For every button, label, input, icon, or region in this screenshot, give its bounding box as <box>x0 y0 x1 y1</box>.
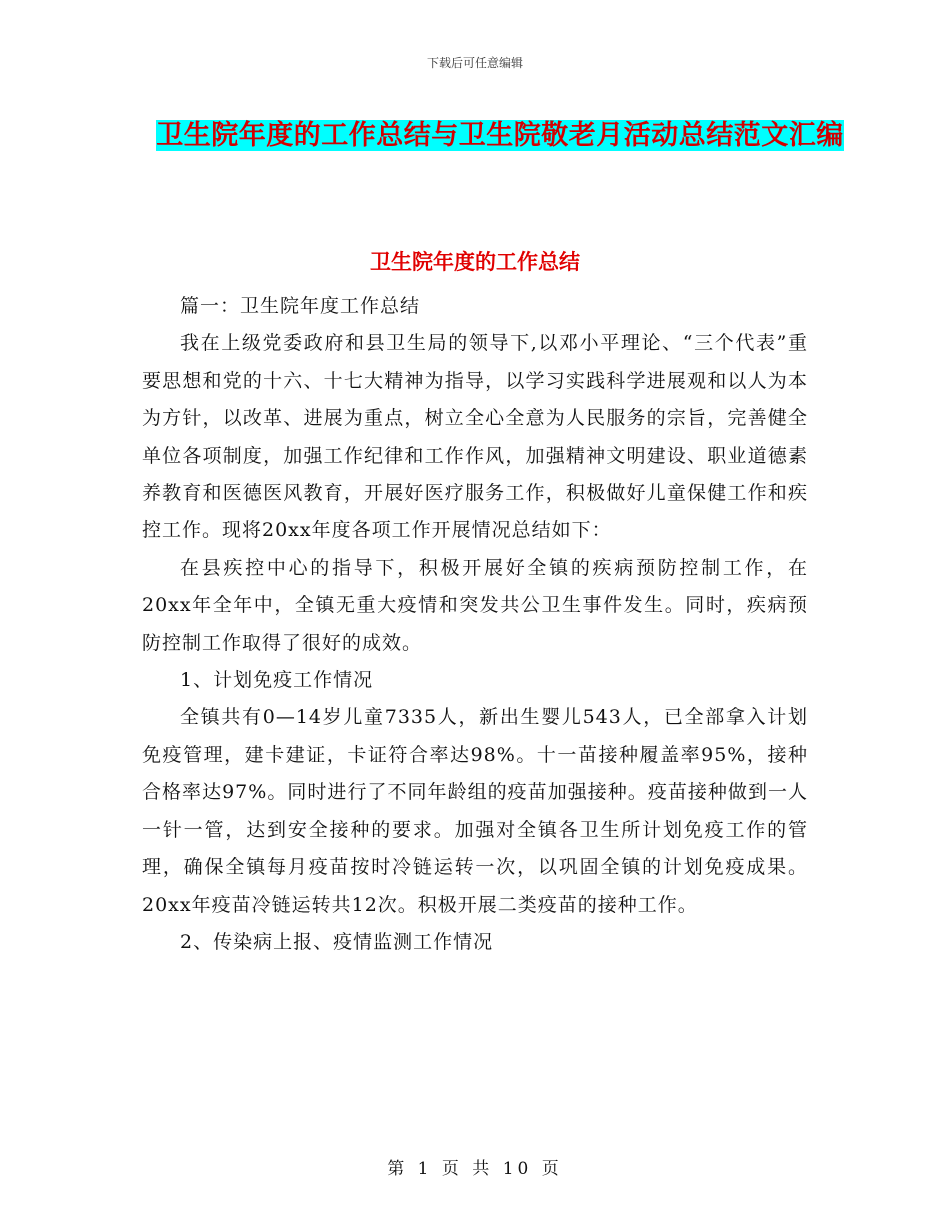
document-title-block <box>140 112 860 160</box>
section-title: 卫生院年度的工作总结 <box>370 250 580 274</box>
paragraph-heading-part-one: 篇一：卫生院年度工作总结 <box>180 295 421 317</box>
document-title: 卫生院年度的工作总结与卫生院敬老月活动总结范文汇编 <box>156 120 844 151</box>
paragraph-disease-control: 在县疾控中心的指导下，积极开展好全镇的疾病预防控制工作，在20xx年全年中，全镇无重大疫情和突发共公卫生事件发生。同时，疾病预防控制工作取得了很好的成效。 <box>142 556 808 654</box>
page-header-note: 下载后可任意编辑 <box>426 56 523 70</box>
paragraph-heading-infectious-disease: 2、传染病上报、疫情监测工作情况 <box>180 930 494 953</box>
paragraph-immunization-details: 全镇共有0—14岁儿童7335人，新出生婴儿543人，已全部拿入计划免疫管理，建卡建证，卡证符合率达98%。十一苗接种履盖率95%，接种合格率达97%。同时进行了不同年龄组的疫苗加强接种。疫苗接种做到一人一针一管，达到安全接种的要求。加强对全镇各卫生所计划免疫工作的管理，确保全镇每月疫苗按时冷链运转一次，以巩固全镇的计划免疫成果。20xx年疫苗冷链运转共12次。积极开展二类疫苗的接种工作。 <box>142 706 808 916</box>
page-number-footer: 第 1 页 共 10 页 <box>387 1159 563 1179</box>
document-body <box>142 288 808 961</box>
paragraph-heading-immunization: 1、计划免疫工作情况 <box>180 669 374 692</box>
paragraph-intro: 我在上级党委政府和县卫生局的领导下,以邓小平理论、“三个代表”重要思想和党的十六、十七大精神为指导，以学习实践科学进展观和以人为本为方针，以改革、进展为重点，树立全心全意为人民服务的宗旨，完善健全单位各项制度，加强工作纪律和工作作风，加强精神文明建设、职业道德素养教育和医德医风教育，开展好医疗服务工作，积极做好儿童保健工作和疾控工作。现将20xx年度各项工作开展情况总结如下： <box>142 332 808 542</box>
